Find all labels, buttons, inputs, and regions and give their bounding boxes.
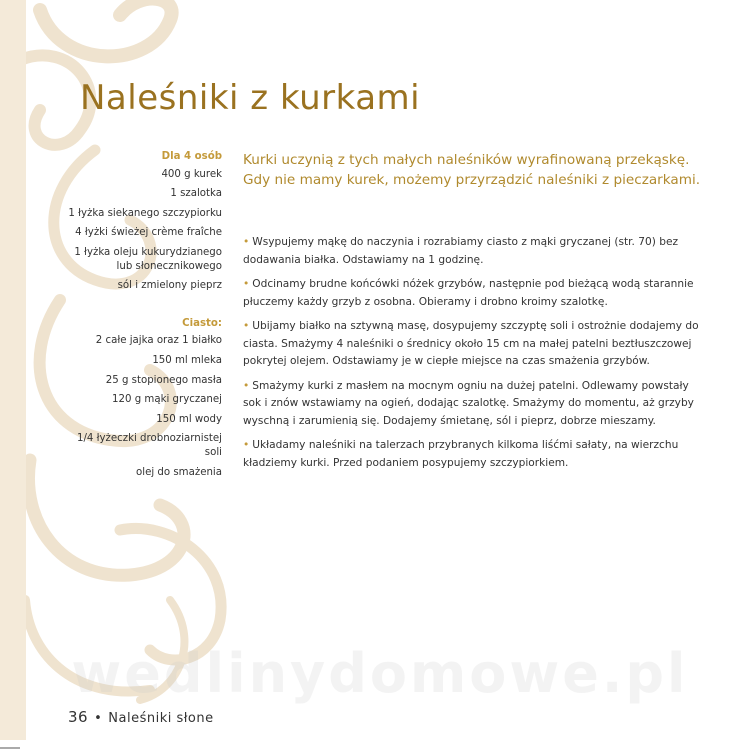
footer-separator: •	[94, 711, 103, 726]
dough-ingredient-item: 120 g mąki gryczanej	[112, 394, 222, 406]
ingredient-item: sól i zmielony pieprz	[117, 280, 222, 292]
recipe-step	[243, 378, 703, 431]
dough-ingredient-item: 150 ml mleka	[152, 354, 222, 366]
dough-ingredient-item: 25 g stopionego masła	[105, 374, 222, 386]
recipe-steps	[243, 234, 703, 479]
ingredients-heading-servings: Dla 4 osób	[161, 151, 222, 162]
ingredients-heading-dough: Ciasto:	[182, 317, 222, 329]
ingredient-item: 1 szalotka	[170, 188, 222, 200]
page-footer	[68, 708, 214, 726]
recipe-step	[243, 234, 703, 269]
ingredient-item: 1 łyżka siekanego szczypiorku	[68, 207, 222, 219]
watermark-text: wedlinydomowe.pl	[71, 642, 689, 705]
recipe-step-text: Smażymy kurki z masłem na mocnym ogniu na dużej patelni. Odlewamy powstały sok i znów wstawiamy na ogień, dodając szalotkę. Smażymy do momentu, aż grzyby wyschną i zarumienią się. Dodajemy śmietanę, sól i pieprz, dobrze mieszamy.	[243, 379, 694, 427]
bullet-icon: •	[243, 439, 250, 451]
bullet-icon: •	[243, 278, 250, 290]
recipe-step-text: Układamy naleśniki na talerzach przybranych kilkoma liśćmi sałaty, na wierzchu kładziemy kurki. Przed podaniem posypujemy szczypiorkiem.	[243, 439, 679, 469]
dough-ingredient-item: olej do smażenia	[136, 466, 222, 478]
bullet-icon: •	[243, 320, 250, 332]
ingredient-item: 400 g kurek	[161, 168, 222, 180]
dough-ingredient-item: 150 ml wody	[156, 413, 222, 425]
recipe-step	[243, 318, 703, 371]
ingredients-column	[60, 150, 222, 485]
bullet-icon: •	[243, 236, 250, 248]
recipe-title: Naleśniki z kurkami	[80, 78, 421, 118]
recipe-step	[243, 276, 703, 311]
dough-ingredient-item: 2 całe jajka oraz 1 białko	[95, 335, 222, 347]
bottom-edge-line	[0, 738, 740, 750]
bullet-icon: •	[243, 379, 250, 392]
ingredient-item: 1 łyżka oleju kukurydzianego lub słonecznikowego	[74, 246, 222, 272]
dough-ingredient-item: 1/4 łyżeczki drobnoziarnistej soli	[76, 433, 222, 458]
recipe-step	[243, 437, 703, 472]
recipe-intro: Kurki uczynią z tych małych naleśników wyrafinowaną przekąskę. Gdy nie mamy kurek, możemy przyrządzić naleśniki z pieczarkami.	[243, 152, 701, 188]
ingredients-spacer	[60, 299, 222, 317]
recipe-step-text: Ubijamy białko na sztywną masę, dosypujemy szczyptę soli i ostrożnie dodajemy do ciasta. Smażymy 4 naleśniki o średnicy około 15 cm na małej patelni beztłuszczowej pokrytej olejem. Odstawiamy je w ciepłe miejsce na czas smażenia grzybów.	[243, 320, 699, 367]
recipe-step-text: Odcinamy brudne końcówki nóżek grzybów, następnie pod bieżącą wodą starannie płuczemy każdy grzyb z osobna. Obieramy i drobno kroimy szalotkę.	[243, 278, 694, 308]
section-name: Naleśniki słone	[108, 711, 214, 726]
ingredient-item: 4 łyżki świeżej crème fraîche	[75, 227, 222, 239]
page-number: 36	[68, 708, 89, 726]
recipe-step-text: Wsypujemy mąkę do naczynia i rozrabiamy ciasto z mąki gryczanej (str. 70) bez dodawania białka. Odstawiamy na 1 godzinę.	[243, 236, 679, 266]
